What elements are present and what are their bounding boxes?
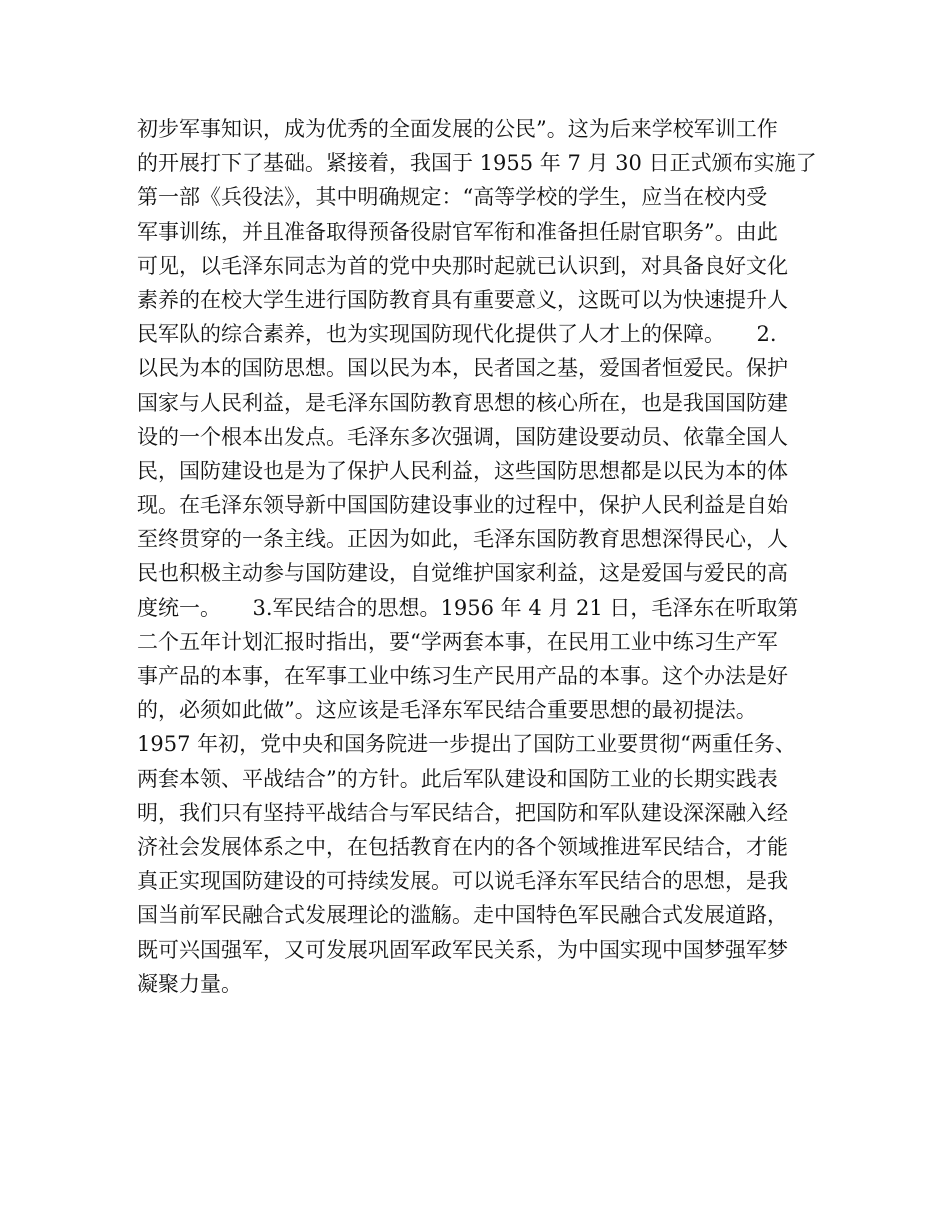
text-line: 的，必须如此做”。这应该是毛泽东军民结合重要思想的最初提法。	[137, 698, 757, 723]
text-line: 国家与人民利益，是毛泽东国防教育思想的核心所在，也是我国国防建	[137, 390, 788, 415]
text-line: 民军队的综合素养，也为实现国防现代化提供了人才上的保障。 2.	[137, 322, 777, 347]
text-line: 第一部《兵役法》，其中明确规定：“高等学校的学生，应当在校内受	[137, 185, 768, 210]
text-line: 凝聚力量。	[137, 971, 242, 996]
text-line: 素养的在校大学生进行国防教育具有重要意义，这既可以为快速提升人	[137, 287, 788, 312]
text-line: 两套本领、平战结合”的方针。此后军队建设和国防工业的长期实践表	[137, 766, 778, 791]
text-line: 明，我们只有坚持平战结合与军民结合，把国防和军队建设深深融入经	[137, 800, 788, 825]
text-line: 民，国防建设也是为了保护人民利益，这些国防思想都是以民为本的体	[137, 458, 788, 483]
text-line: 的开展打下了基础。紧接着，我国于 1955 年 7 月 30 日正式颁布实施了	[137, 151, 817, 176]
text-line: 事产品的本事，在军事工业中练习生产民用产品的本事。这个办法是好	[137, 664, 788, 688]
text-line: 民也积极主动参与国防建设，自觉维护国家利益，这是爱国与爱民的高	[137, 561, 788, 586]
text-line: 1957 年初，党中央和国务院进一步提出了国防工业要贯彻“两重任务、	[137, 732, 796, 757]
text-line: 设的一个根本出发点。毛泽东多次强调，国防建设要动员、依靠全国人	[137, 424, 788, 449]
body-text	[137, 112, 827, 1001]
text-line: 济社会发展体系之中，在包括教育在内的各个领域推进军民结合，才能	[137, 834, 788, 859]
text-line: 国当前军民融合式发展理论的滥觞。走中国特色军民融合式发展道路，	[137, 903, 788, 928]
text-line: 真正实现国防建设的可持续发展。可以说毛泽东军民结合的思想，是我	[137, 869, 788, 894]
text-line: 既可兴国强军，又可发展巩固军政军民关系，为中国实现中国梦强军梦	[137, 937, 788, 962]
text-line: 二个五年计划汇报时指出，要“学两套本事，在民用工业中练习生产军	[137, 629, 778, 654]
text-line: 军事训练，并且准备取得预备役尉官军衔和准备担任尉官职务”。由此	[137, 219, 778, 244]
text-line: 度统一。 3.军民结合的思想。1956 年 4 月 21 日，毛泽东在听取第	[137, 595, 799, 620]
text-line: 以民为本的国防思想。国以民为本，民者国之基，爱国者恒爱民。保护	[137, 356, 788, 381]
text-line: 至终贯穿的一条主线。正因为如此，毛泽东国防教育思想深得民心，人	[137, 527, 788, 552]
text-line: 现。在毛泽东领导新中国国防建设事业的过程中，保护人民利益是自始	[137, 493, 788, 518]
text-line: 初步军事知识，成为优秀的全面发展的公民”。这为后来学校军训工作	[137, 117, 778, 141]
text-line: 可见，以毛泽东同志为首的党中央那时起就已认识到，对具备良好文化	[137, 253, 788, 278]
